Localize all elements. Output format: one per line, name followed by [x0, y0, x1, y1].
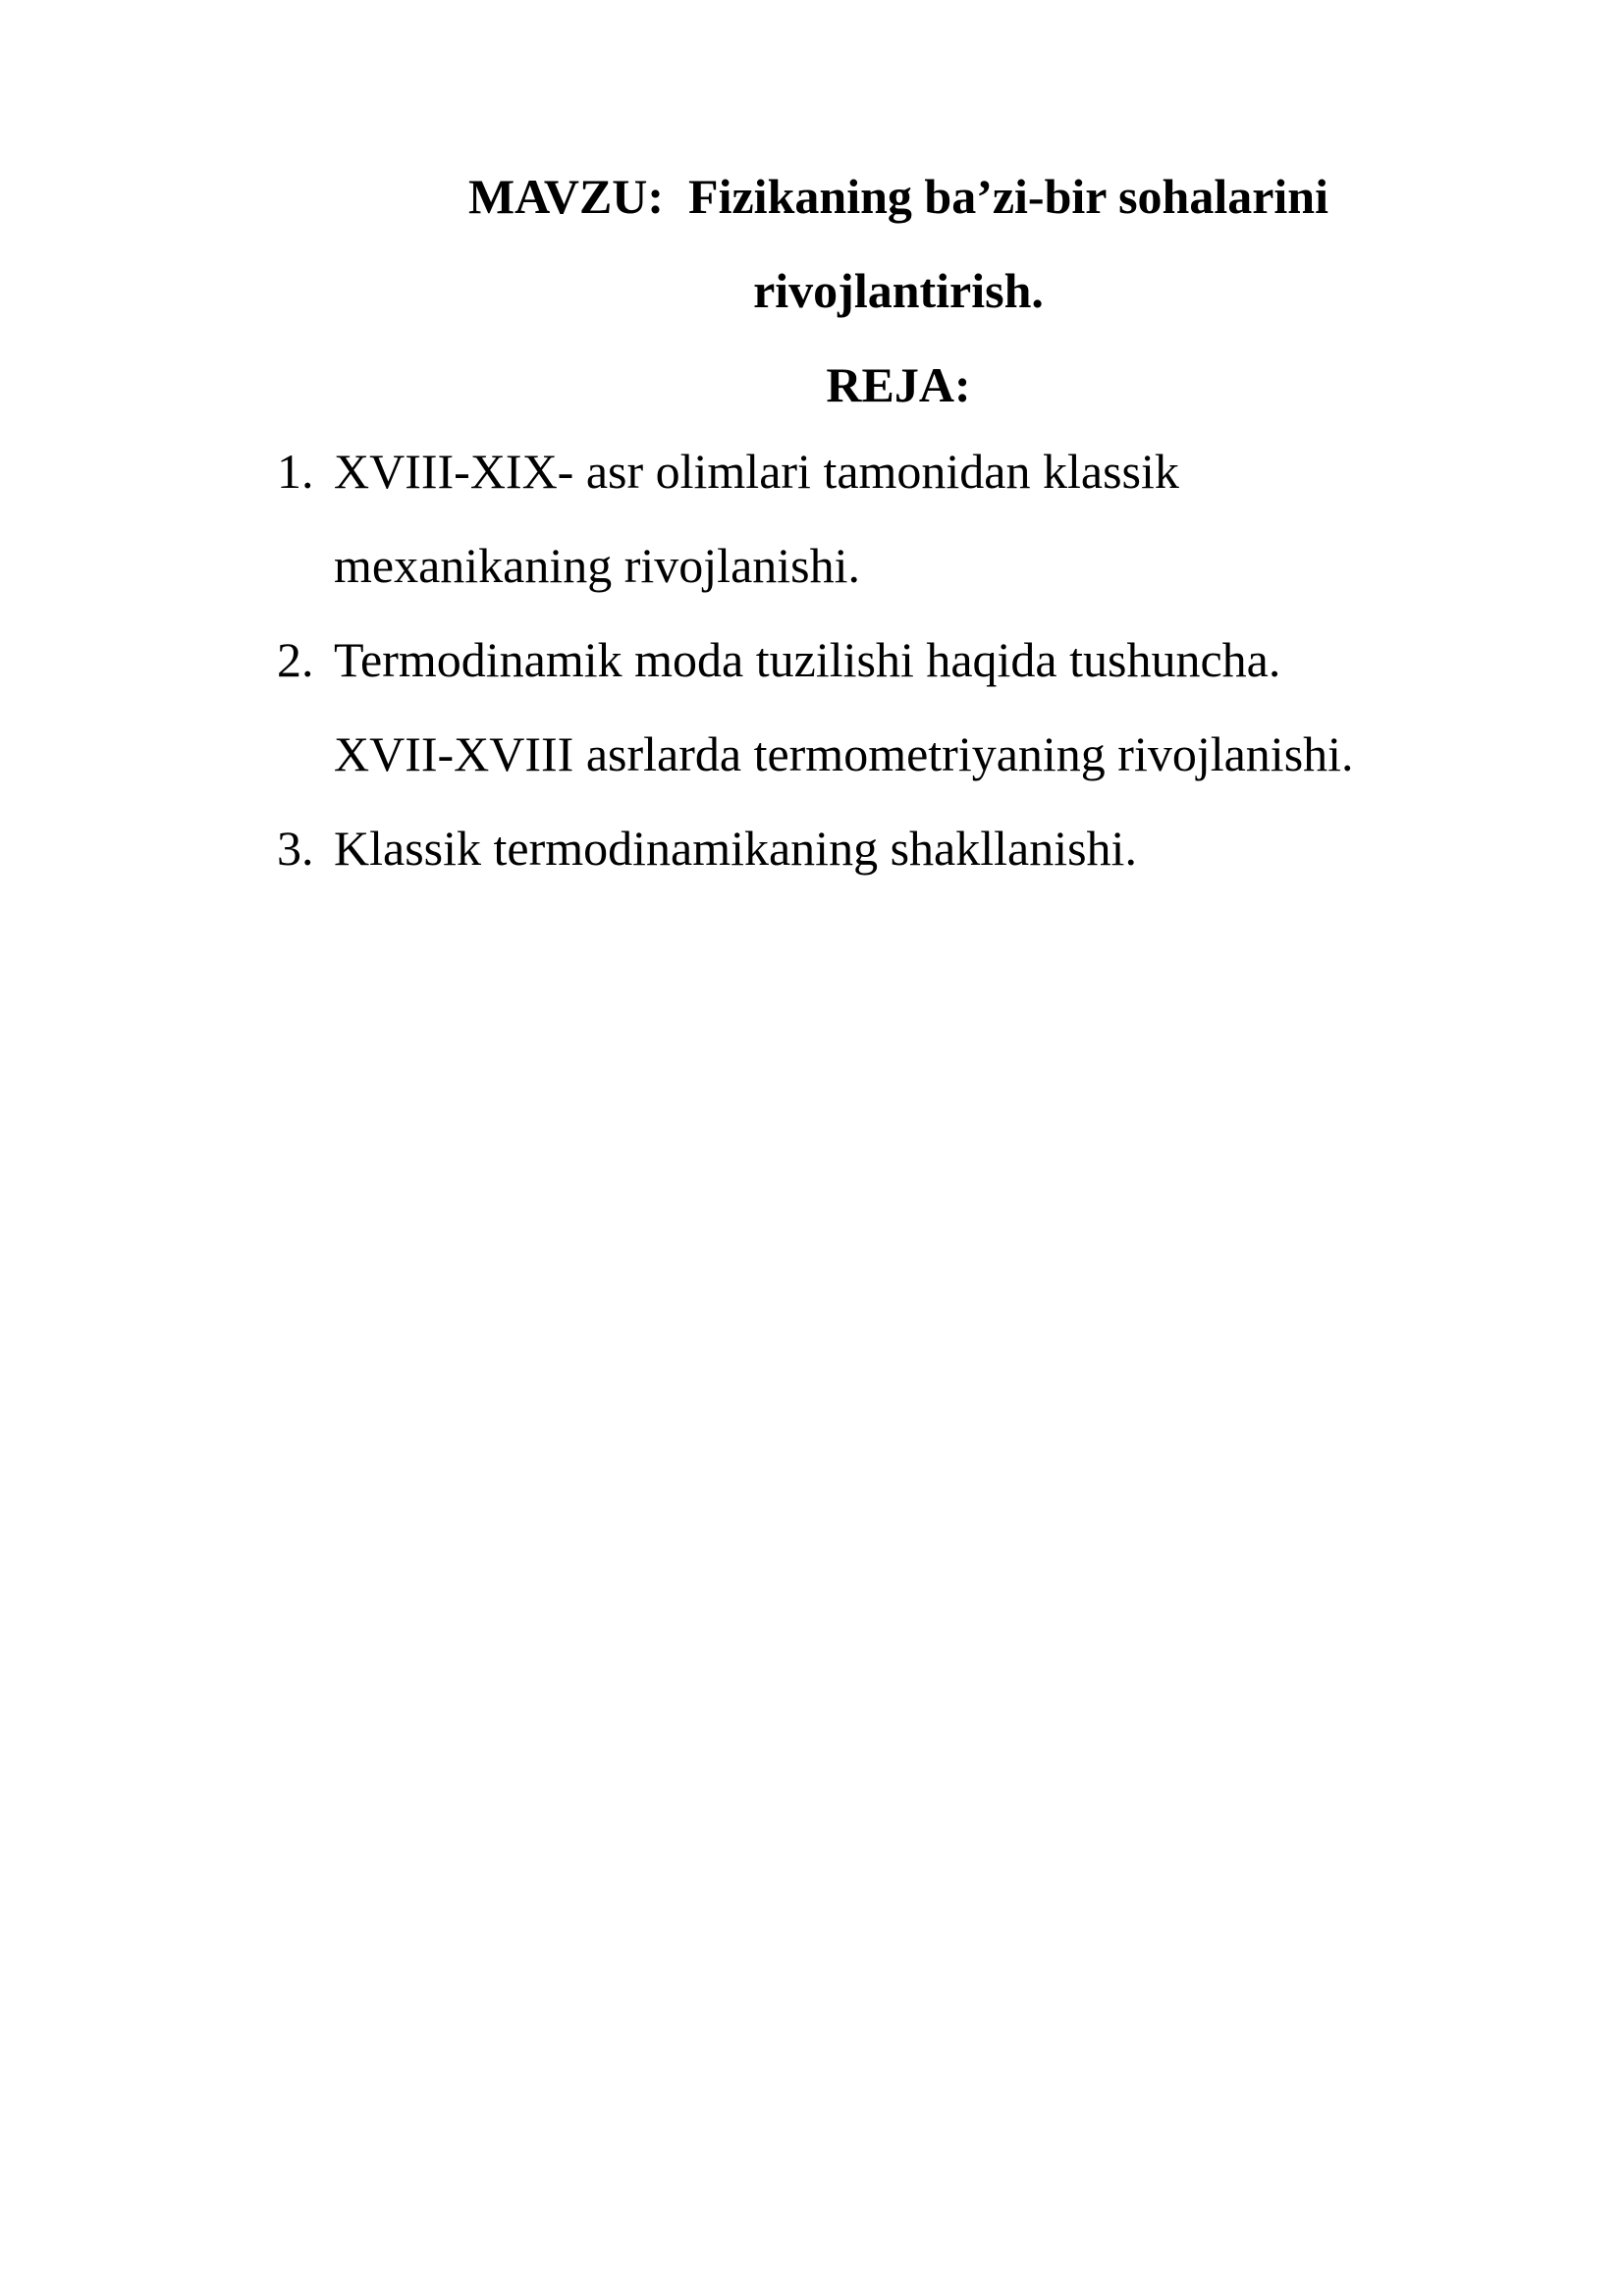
title-line-2: rivojlantirish.: [753, 263, 1044, 318]
title-line-1: MAVZU: Fizikaning ba’zi-bir sohalarini: [467, 169, 1329, 224]
document-title: [275, 149, 1522, 338]
plan-item-2: [277, 613, 1553, 801]
plan-item-number: 2.: [277, 632, 314, 687]
plan-item-number: 3.: [277, 821, 314, 876]
plan-item-text: Klassik termodinamikaning shakllanishi.: [334, 821, 1137, 876]
plan-list: [277, 424, 1553, 895]
plan-item-1: [277, 424, 1553, 613]
plan-item-text: mexanikaning rivojlanishi.: [334, 538, 861, 593]
plan-item-number: 1.: [277, 444, 314, 499]
plan-item-text: XVIII-XIX- asr olimlari tamonidan klassik: [334, 444, 1179, 499]
plan-item-text: Termodinamik moda tuzilishi haqida tushuncha.: [334, 632, 1281, 687]
plan-heading: REJA:: [826, 357, 971, 412]
plan-item-3: [277, 801, 1553, 895]
plan-item-text: XVII-XVIII asrlarda termometriyaning rivojlanishi.: [334, 726, 1354, 781]
